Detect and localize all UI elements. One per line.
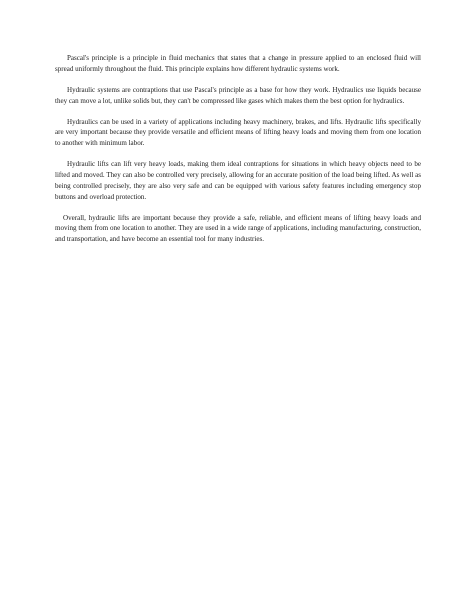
paragraph-hydraulic-systems: Hydraulic systems are contraptions that use Pascal's principle as a base for how they work. Hydraulics use liquids because they can move a lot, unlike solids but, they can't be compressed like gases which makes them the best option for hydraulics. xyxy=(55,85,421,105)
paragraph-conclusion: Overall, hydraulic lifts are important because they provide a safe, reliable, and efficient means of lifting heavy loads and moving them from one location to another. They are used in a wide range of applications, including manufacturing, construction, and transportation, and have become an essential tool for many industries. xyxy=(55,213,421,244)
paragraph-hydraulic-lifts: Hydraulic lifts can lift very heavy loads, making them ideal contraptions for situations in which heavy objects need to be lifted and moved. They can also be controlled very precisely, allowing for an accurate position of the load being lifted. As well as being controlled precisely, they are also very safe and can be equipped with various safety features including emergency stop buttons and overload protection. xyxy=(55,160,421,201)
paragraph-hydraulic-applications: Hydraulics can be used in a variety of applications including heavy machinery, brakes, and lifts. Hydraulic lifts specifically are very important because they provide versatile and efficient means of lifting heavy loads and moving them from one location to another with minimum labor. xyxy=(55,117,421,148)
paragraph-pascals-principle: Pascal's principle is a principle in fluid mechanics that states that a change in pressure applied to an enclosed fluid will spread uniformly throughout the fluid. This principle explains how different hydraulic systems work. xyxy=(55,54,421,73)
document-body xyxy=(55,53,421,245)
